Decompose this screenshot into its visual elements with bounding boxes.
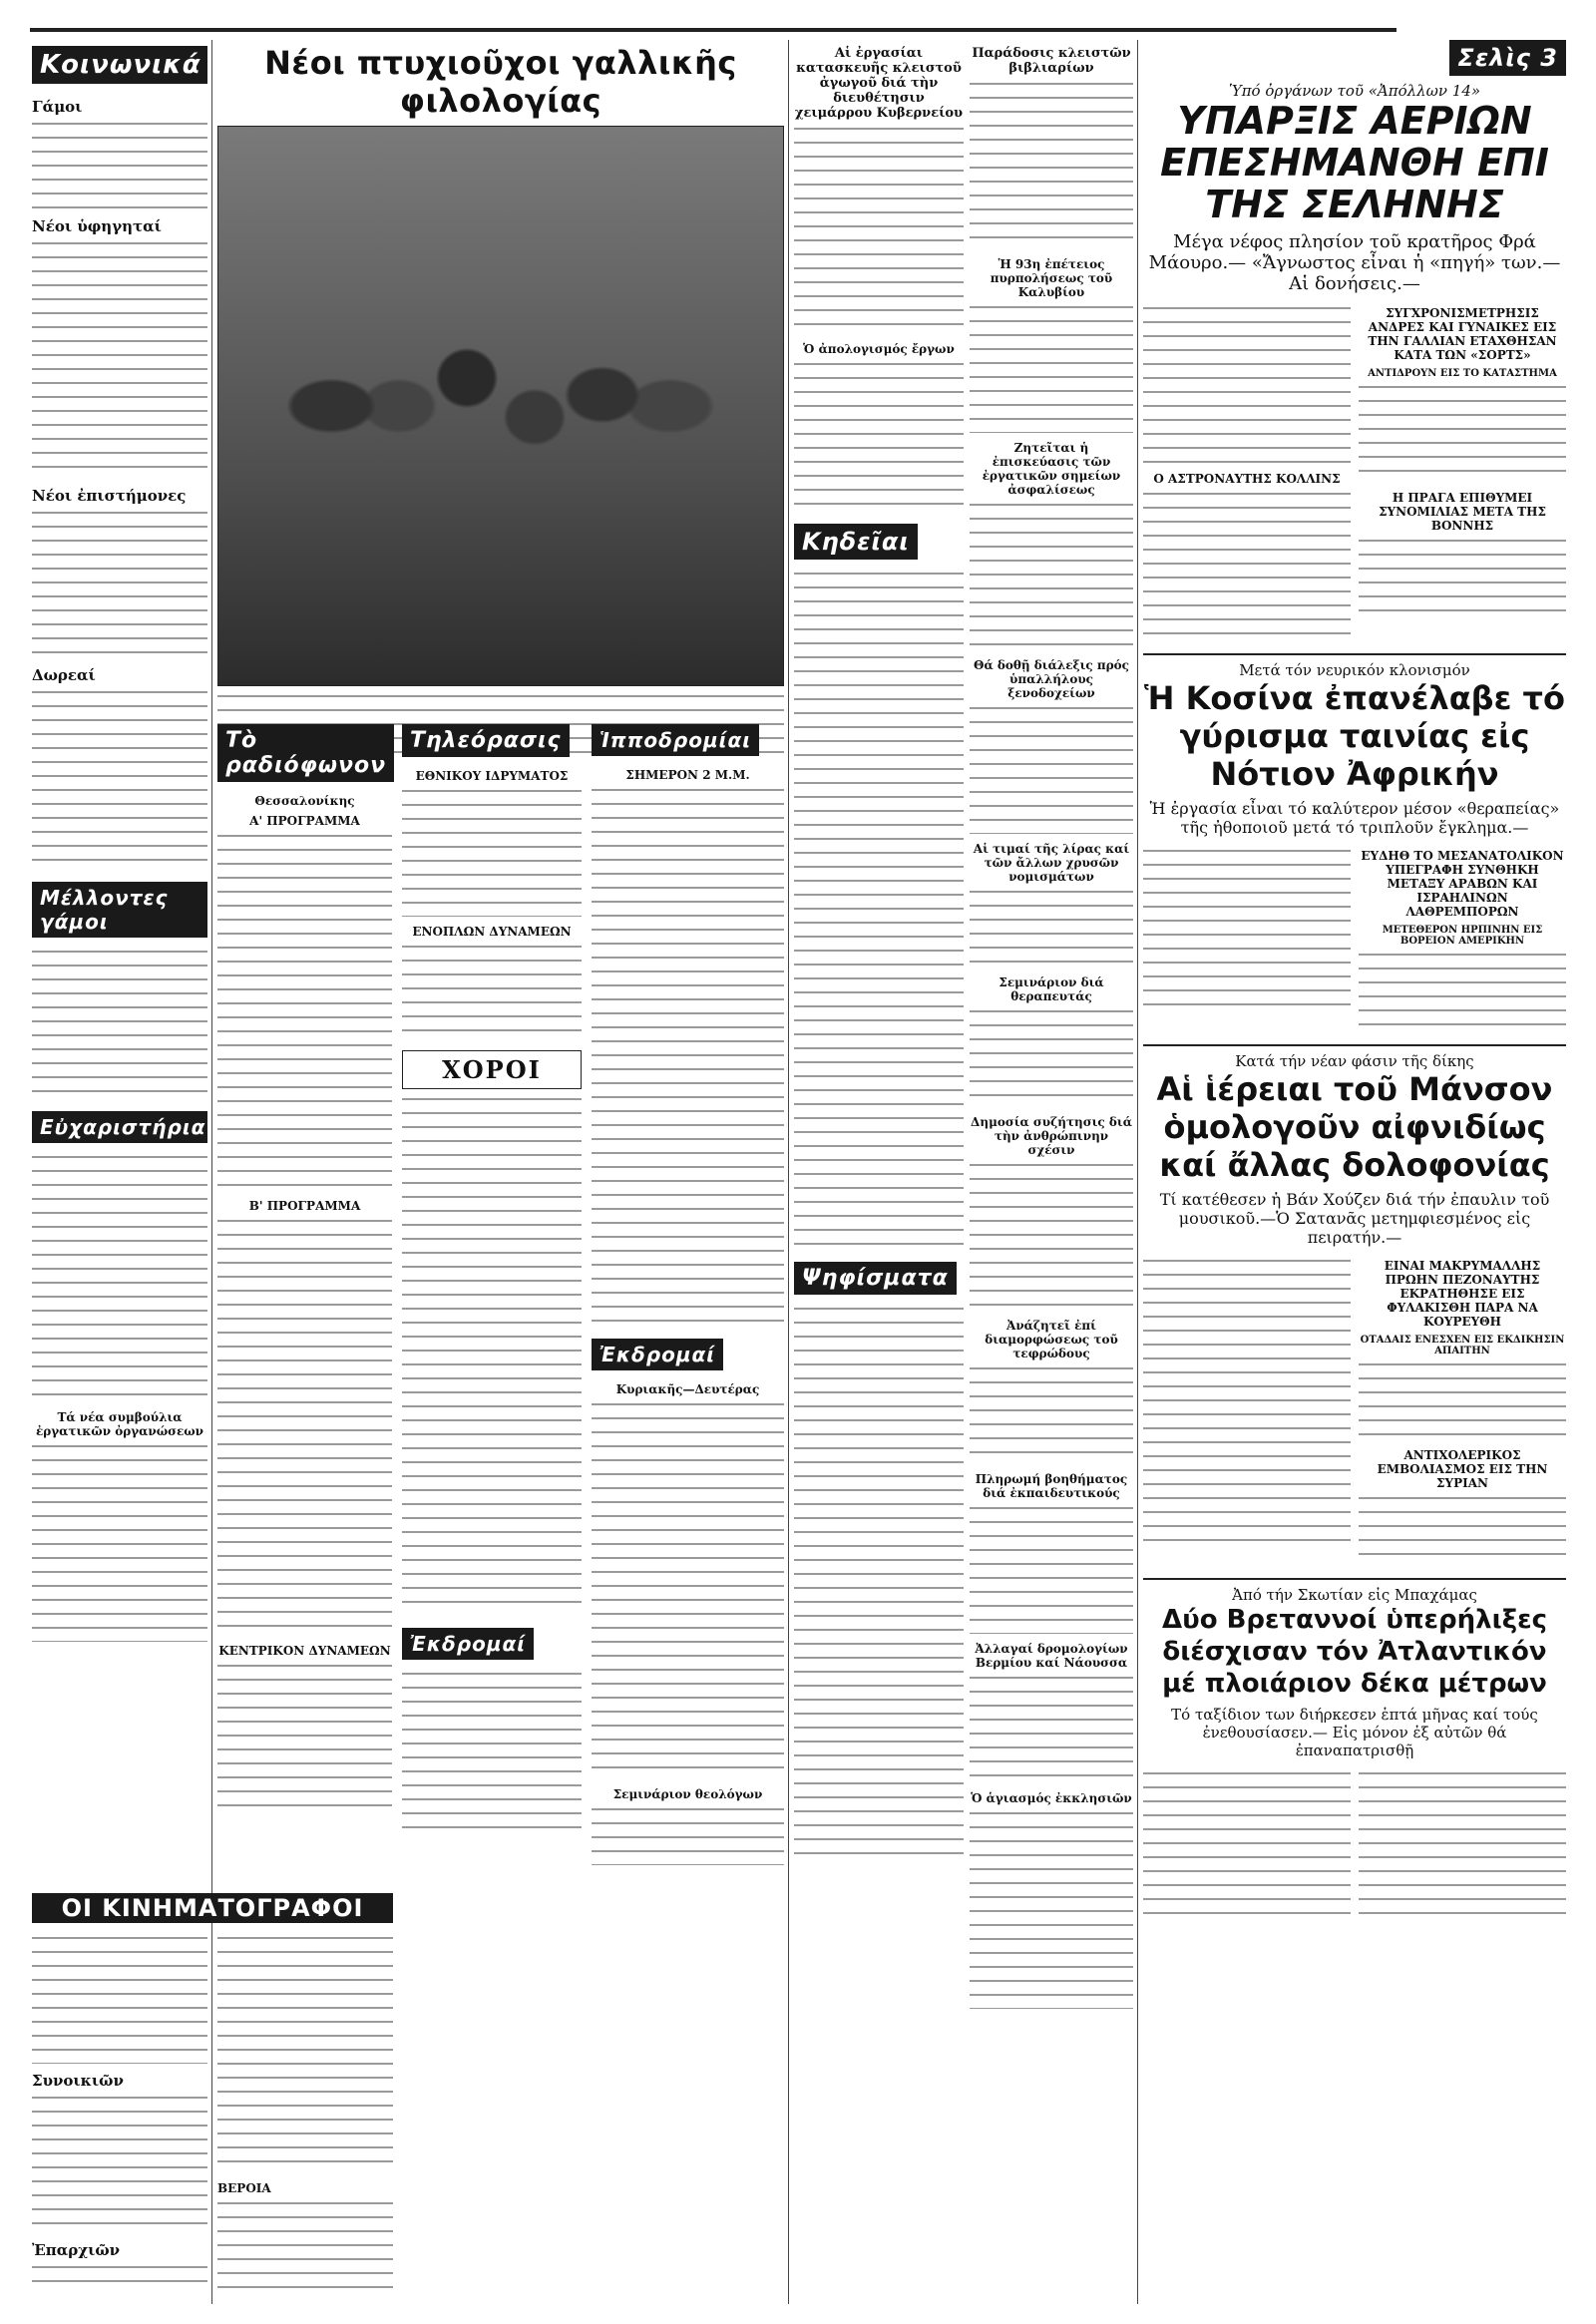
text-block bbox=[32, 948, 207, 1097]
text-block bbox=[32, 1934, 207, 2064]
subheading-new-lecturers: Νέοι ὑφηγηταί bbox=[32, 217, 162, 235]
divider bbox=[1143, 1578, 1566, 1580]
cinema-title: ΟΙ ΚΙΝΗΜΑΤΟΓΡΑΦΟΙ bbox=[61, 1894, 364, 1922]
votes-title: Ψηφίσματα bbox=[794, 1262, 957, 1295]
subheading-donations: Δωρεαί bbox=[32, 666, 96, 684]
text-block bbox=[970, 888, 1133, 968]
text-block bbox=[794, 1305, 964, 1863]
excursions-title: Ἐκδρομαί bbox=[402, 1628, 534, 1660]
page-badge: Σελὶς 3 bbox=[1449, 40, 1566, 76]
headline-moon-gases: ΥΠΑΡΞΙΣ ΑΕΡΙΩΝ ΕΠΕΣΗΜΑΝΘΗ ΕΠΙ ΤΗΣ ΣΕΛΗΝΗΣ bbox=[1160, 99, 1549, 226]
cinema-neighborhoods: Συνοικιῶν bbox=[32, 2072, 124, 2090]
radio-program-2: Β' ΠΡΟΓΡΑΜΜΑ bbox=[248, 1199, 361, 1213]
main-headline: Νέοι πτυχιοῦχοι γαλλικῆς φιλολογίας bbox=[264, 44, 737, 120]
text-block bbox=[402, 1670, 582, 1829]
text-block bbox=[794, 360, 964, 510]
section-title-social: Κοινωνικά bbox=[32, 46, 207, 84]
text-block bbox=[1143, 1257, 1351, 1546]
subheading-search: Ἀνάζητεῖ ἐπί διαμορφώσεως τοῦ τεφρώδους bbox=[985, 1319, 1118, 1360]
text-block bbox=[970, 1674, 1133, 1783]
text-block bbox=[32, 120, 207, 209]
text-block bbox=[592, 786, 784, 1325]
text-block bbox=[794, 125, 964, 334]
text-block bbox=[592, 1400, 784, 1779]
column-news bbox=[1143, 40, 1566, 2304]
pre-headline-atlantic: Ἀπό τήν Σκωτίαν εἰς Μπαχάμας bbox=[1232, 1586, 1477, 1604]
article-title-works: Ὁ ἀπολογισμός ἔργων bbox=[803, 342, 955, 356]
headline-atlantic: Δύο Βρεταννοί ὑπερήλιξες διέσχισαν τόν Ἀτλαντικόν μέ πλοιάριον δέκα μέτρων bbox=[1162, 1605, 1547, 1699]
subheading-anniversary: Ἡ 93η ἐπέτειος πυρπολήσεως τοῦ Καλυβίου bbox=[990, 257, 1113, 299]
subheading-blessing: Ὁ ἁγιασμός ἐκκλησιῶν bbox=[971, 1791, 1132, 1805]
subheading-weddings: Γάμοι bbox=[32, 98, 83, 116]
text-block bbox=[217, 2199, 393, 2289]
pre-headline-manson: Κατά τήν νέαν φάσιν τῆς δίκης bbox=[1235, 1052, 1474, 1070]
text-block bbox=[1143, 304, 1351, 464]
text-block bbox=[32, 2094, 207, 2233]
text-block bbox=[970, 303, 1133, 433]
column-three bbox=[794, 40, 964, 2304]
hippo-title: Ἱπποδρομίαι bbox=[592, 724, 759, 756]
subheading-gold-prices: Αἱ τιμαί τῆς λίρας καί τῶν ἄλλων χρυσῶν νομισμάτων bbox=[973, 842, 1130, 884]
excursions-title-2: Ἐκδρομαί bbox=[592, 1339, 723, 1370]
text-block bbox=[970, 501, 1133, 650]
subheading-new-scientists: Νέοι ἐπιστήμονες bbox=[32, 487, 187, 505]
seminar-title: Σεμινάριον θεολόγων bbox=[612, 1787, 763, 1801]
section-title-future-weddings: Μέλλοντες γάμοι bbox=[32, 882, 207, 938]
text-block bbox=[402, 1095, 582, 1614]
tv-subtitle-2: ΕΝΟΠΛΩΝ ΔΥΝΑΜΕΩΝ bbox=[412, 925, 572, 939]
text-block bbox=[402, 943, 582, 1042]
text-block bbox=[32, 688, 207, 868]
deck-moon: Μέγα νέφος πλησίον τοῦ κρατῆρος Φρά Μάουρο.— «Ἄγνωστος εἶναι ἡ «πηγή» των.— Αἱ δονήσεις.— bbox=[1148, 231, 1561, 294]
tv-title: Τηλεόρασις bbox=[402, 724, 570, 757]
cinema-veroia: ΒΕΡΟΙΑ bbox=[217, 2181, 271, 2195]
radio-subtitle: Θεσσαλονίκης bbox=[254, 794, 355, 808]
box-marine-sub: ΟΤΑΔΑΙΣ ΕΝΕΣΧΕΝ ΕΙΣ ΕΚΔΙΚΗΣΙΝ ΑΠΑΙΤΗΝ bbox=[1360, 1335, 1565, 1356]
deck-kosina: Ἡ ἐργασία εἶναι τό καλύτερον μέσον «θεραπείας» τῆς ἠθοποιοῦ μετά τό τριπλοῦν ἔγκλημα.— bbox=[1149, 799, 1560, 837]
text-block bbox=[970, 1809, 1133, 2009]
deck-manson: Τί κατέθεσεν ἡ Βάν Χούζεν διά τήν ἐπαυλιν τοῦ μουσικοῦ.—Ὁ Σατανᾶς μετημφιεσμένος εἰς πειρατήν.— bbox=[1159, 1190, 1550, 1247]
text-block bbox=[1143, 1769, 1351, 1919]
cinema-listings bbox=[32, 1930, 207, 2289]
text-block bbox=[1359, 537, 1566, 616]
radio-program-3: ΚΕΝΤΡΙΚΟΝ ΔΥΝΑΜΕΩΝ bbox=[218, 1644, 391, 1658]
text-block bbox=[1359, 1360, 1566, 1440]
text-block bbox=[402, 787, 582, 917]
text-block bbox=[794, 570, 964, 1248]
text-block bbox=[32, 509, 207, 658]
pre-headline-kosina: Μετά τόν νευρικόν κλονισμόν bbox=[1239, 661, 1470, 679]
headline-kosina: Ἡ Κοσίνα ἐπανέλαβε τό γύρισμα ταινίας εἰς Νότιον Ἀφρικήν bbox=[1144, 679, 1565, 793]
cinema-provinces: Ἐπαρχιῶν bbox=[32, 2241, 121, 2259]
deaths-title: Κηδεῖαι bbox=[794, 524, 918, 560]
box-cholera-title: ΑΝΤΙΧΟΛΕΡΙΚΟΣ ΕΜΒΟΛΙΑΣΜΟΣ ΕΙΣ ΤΗΝ ΣΥΡΙΑΝ bbox=[1377, 1448, 1548, 1490]
radio-title: Τὸ ραδιόφωνον bbox=[217, 724, 394, 782]
subheading-insurance: Ζητεῖται ἡ ἐπισκεύασις τῶν ἐργατικῶν σημείων ἀσφαλίσεως bbox=[982, 441, 1121, 497]
article-title-stream: Αἱ ἐργασίαι κατασκευῆς κλειστοῦ ἀγωγοῦ διά τὴν διευθέτησιν χειμάρρου Κυβερνείου bbox=[794, 46, 964, 121]
article-title-booklets: Παράδοσις κλειστῶν βιβλιαρίων bbox=[972, 46, 1131, 76]
text-block bbox=[1359, 383, 1566, 483]
divider bbox=[1143, 653, 1566, 655]
box-middle-east-sub: ΜΕΤΕΘΕΡΟΝ ΗΡΠΙΝΗΝ ΕΙΣ ΒΟΡΕΙΟΝ ΑΜΕΡΙΚΗΝ bbox=[1382, 925, 1543, 947]
box-prague-title: Η ΠΡΑΓΑ ΕΠΙΘΥΜΕΙ ΣΥΝΟΜΙΛΙΑΣ ΜΕΤΑ ΤΗΣ ΒΟΝΝΗΣ bbox=[1379, 491, 1546, 533]
subheading-therapists: Σεμινάριον διά θεραπευτάς bbox=[998, 975, 1104, 1003]
column-four bbox=[970, 40, 1133, 2304]
radio-program-1: Α' ΠΡΟΓΡΑΜΜΑ bbox=[249, 814, 360, 828]
excursions-subtitle: Κυριακῆς—Δευτέρας bbox=[615, 1382, 760, 1396]
cinema-banner bbox=[32, 1893, 393, 1923]
text-block bbox=[970, 80, 1133, 249]
deck-atlantic: Τό ταξίδιον των διήρκεσεν ἑπτά μῆνας καί τούς ἐνεθουσίασεν.— Εἰς μόνον ἐξ αὐτῶν θά ἐπαναπατρισθῇ bbox=[1171, 1706, 1538, 1759]
subheading-lecture: Θά δοθῇ διάλεξις πρός ὑπαλλήλους ξενοδοχείων bbox=[973, 658, 1129, 700]
dances-title: ΧΟΡΟΙ bbox=[402, 1050, 582, 1089]
text-block bbox=[970, 1504, 1133, 1634]
column-main bbox=[217, 40, 784, 1885]
text-block bbox=[32, 2263, 207, 2289]
top-rule bbox=[30, 28, 1396, 32]
text-block bbox=[217, 1934, 393, 2173]
text-block bbox=[970, 1161, 1133, 1311]
text-block bbox=[32, 1442, 207, 1642]
article-title-labor-councils: Τά νέα συμβούλια ἐργατικῶν ὀργανώσεων bbox=[35, 1410, 204, 1438]
text-block bbox=[1143, 847, 1351, 1016]
text-block bbox=[1359, 1769, 1566, 1919]
text-block bbox=[1359, 1494, 1566, 1564]
subheading-aid: Πληρωμή βοηθήματος διά ἐκπαιδευτικούς bbox=[975, 1472, 1128, 1500]
astronaut-title: Ο ΑΣΤΡΟΝΑΥΤΗΣ ΚΟΛΛΙΝΣ bbox=[1153, 472, 1341, 486]
text-block bbox=[970, 704, 1133, 834]
box-shorts-sub: ΑΝΤΙΔΡΟΥΝ ΕΙΣ ΤΟ ΚΑΤΑΣΤΗΜΑ bbox=[1368, 368, 1557, 379]
cinema-listings-2 bbox=[217, 1930, 393, 2289]
hippo-subtitle: ΣΗΜΕΡΟΝ 2 Μ.Μ. bbox=[625, 768, 750, 782]
column-divider bbox=[788, 40, 789, 2304]
group-photo bbox=[217, 126, 784, 686]
text-block bbox=[32, 1153, 207, 1402]
box-marine-title: ΕΙΝΑΙ ΜΑΚΡΥΜΑΛΛΗΣ ΠΡΩΗΝ ΠΕΖΟΝΑΥΤΗΣ ΕΚΡΑΤΗΘΗΣΕ ΕΙΣ ΦΥΛΑΚΙΣΘΗ ΠΑΡΑ ΝΑ ΚΟΥΡΕΥΘΗ bbox=[1384, 1259, 1541, 1329]
pre-headline-apollo: Ὑπό ὀργάνων τοῦ «Ἀπόλλων 14» bbox=[1228, 82, 1481, 100]
column-divider bbox=[1137, 40, 1138, 2304]
text-block bbox=[32, 239, 207, 479]
box-shorts-title: ΣΥΓΧΡΟΝΙΣΜΕΤΡΗΣΙΣ ΑΝΔΡΕΣ ΚΑΙ ΓΥΝΑΙΚΕΣ ΕΙΣ ΤΗΝ ΓΑΛΛΙΑΝ ΕΤΑΧΘΗΣΑΝ ΚΑΤΑ ΤΩΝ «ΣΟΡΤΣ» bbox=[1368, 306, 1557, 362]
tv-subtitle: ΕΘΝΙΚΟΥ ΙΔΡΥΜΑΤΟΣ bbox=[415, 769, 569, 783]
subheading-routes: Ἀλλαγαί δρομολογίων Βερμίου καί Νάουσσα bbox=[975, 1642, 1128, 1670]
text-block bbox=[1143, 490, 1351, 639]
section-title-thanks: Εὐχαριστήρια bbox=[32, 1111, 207, 1143]
text-block bbox=[217, 1217, 392, 1636]
column-social bbox=[32, 40, 207, 1895]
text-block bbox=[217, 832, 392, 1191]
text-block bbox=[1359, 951, 1566, 1030]
text-block bbox=[592, 1805, 784, 1865]
column-divider bbox=[211, 40, 212, 2304]
box-middle-east-title: ΕΥΔΗΘ ΤΟ ΜΕΣΑΝΑΤΟΛΙΚΟΝ ΥΠΕΓΡΑΦΗ ΣΥΝΘΗΚΗ ΜΕΤΑΞΥ ΑΡΑΒΩΝ ΚΑΙ ΙΣΡΑΗΛΙΝΩΝ ΛΑΘΡΕΜΠΟΡΩΝ bbox=[1361, 849, 1564, 919]
subheading-discussion: Δημοσία συζήτησις διά τὴν ἀνθρώπινην σχέσιν bbox=[971, 1115, 1132, 1157]
text-block bbox=[970, 1364, 1133, 1464]
divider bbox=[1143, 1044, 1566, 1046]
text-block bbox=[217, 1662, 392, 1811]
text-block bbox=[970, 1007, 1133, 1107]
headline-manson: Αἱ ἱέρειαι τοῦ Μάνσον ὁμολογοῦν αἰφνιδίως καί ἄλλας δολοφονίας bbox=[1156, 1070, 1553, 1184]
